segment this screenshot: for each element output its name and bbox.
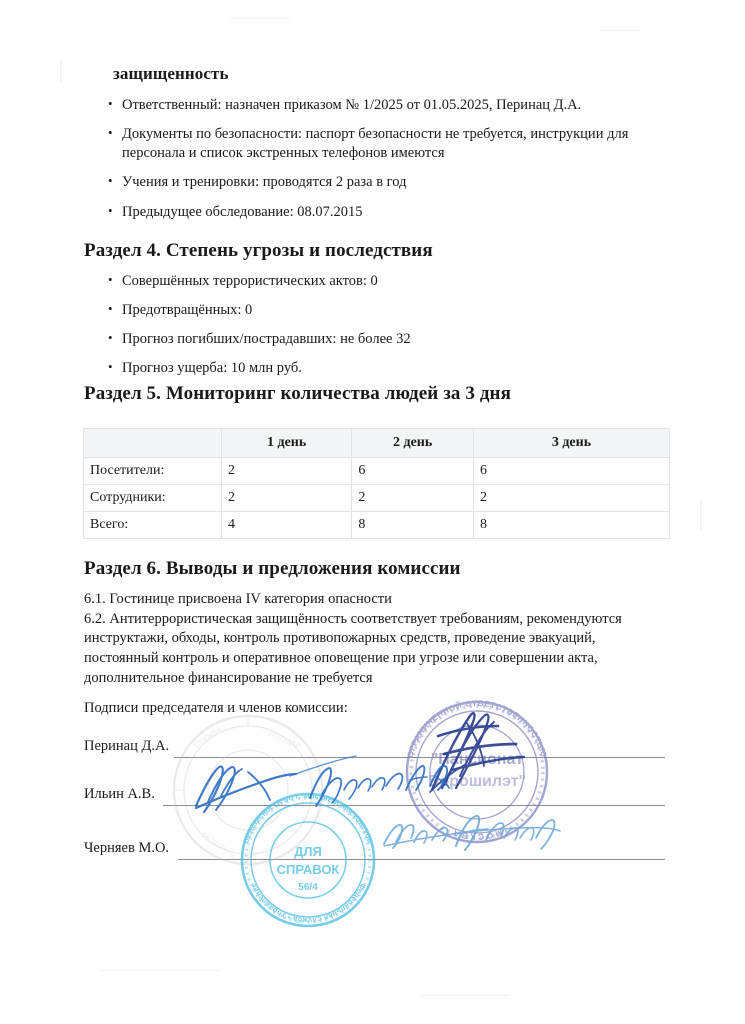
row-label: Сотрудники: bbox=[84, 485, 222, 512]
svg-text:безопасности по г. Москве и Мо: безопасности по г. Москве и Московской bbox=[241, 790, 375, 845]
row-label: Посетители: bbox=[84, 458, 222, 485]
list-item: • Документы по безопасности: паспорт безопасности не требуется, инструкции для персонала и список экстренных телефонов имеются bbox=[108, 125, 653, 163]
list-item: • Предыдущее обследование: 08.07.2015 bbox=[108, 203, 653, 222]
table-corner-header bbox=[84, 429, 222, 458]
list-item: • Предотвращённых: 0 bbox=[108, 301, 653, 320]
cell-value: 6 bbox=[473, 458, 669, 485]
table-header-day2: 2 день bbox=[352, 429, 474, 458]
cell-value: 2 bbox=[221, 485, 351, 512]
cell-value: 2 bbox=[221, 458, 351, 485]
list-item: • Прогноз погибших/пострадавших: не более 32 bbox=[108, 330, 653, 349]
list-item: • Учения и тренировки: проводятся 2 раза в год bbox=[108, 173, 653, 192]
table-header-day1: 1 день bbox=[221, 429, 351, 458]
row-label: Всего: bbox=[84, 512, 222, 539]
section4-heading: Раздел 4. Степень угрозы и последствия bbox=[84, 240, 433, 261]
svg-text:ДЛЯ: ДЛЯ bbox=[294, 844, 322, 859]
list-item: • Ответственный: назначен приказом № 1/2025 от 01.05.2025, Перинац Д.А. bbox=[108, 96, 653, 115]
svg-text:Ворошилэт": Ворошилэт" bbox=[427, 773, 527, 790]
signature-name-chernyaev: Черняев М.О. bbox=[84, 840, 170, 856]
cell-value: 4 bbox=[221, 512, 351, 539]
list-item: • Совершённых террористических актов: 0 bbox=[108, 272, 653, 291]
conclusion-line-2: 6.2. Антитеррористическая защищённость соответствует требованиям, рекомендуются инструктажи, обходы, контроль противопожарных средств, проведение эвакуаций, постоянный контроль и оперативное оповещение при угрозе или совершении акта, дополнительное финансирование не требуется bbox=[84, 610, 622, 686]
section5-heading: Раздел 5. Мониторинг количества людей за 3 дня bbox=[84, 383, 511, 404]
list-item: • Прогноз ущерба: 10 млн руб. bbox=[108, 359, 653, 378]
table-row bbox=[84, 458, 670, 485]
svg-text:СЛУЖБА: СЛУЖБА bbox=[192, 724, 224, 750]
section4-bullet-list bbox=[108, 272, 653, 389]
conclusion-line-1: 6.1. Гостинице присвоена IV категория опасности bbox=[84, 591, 392, 607]
table-row bbox=[84, 485, 670, 512]
cell-value: 8 bbox=[352, 512, 474, 539]
cell-value: 2 bbox=[473, 485, 669, 512]
signature-line-chernyaev bbox=[178, 859, 665, 860]
section6-body bbox=[84, 590, 664, 689]
svg-text:56/4: 56/4 bbox=[298, 882, 318, 893]
svg-text:"Пансионат: "Пансионат bbox=[430, 751, 524, 768]
svg-text:СПРАВОК: СПРАВОК bbox=[276, 862, 340, 877]
table-row bbox=[84, 512, 670, 539]
cell-value: 2 bbox=[352, 485, 474, 512]
monitoring-table bbox=[83, 428, 670, 539]
svg-text:ОГРАНИЧЕННОЙ ОТВЕТСТВЕННОСТЬЮ: ОГРАНИЧЕННОЙ ОТВЕТСТВЕННОСТЬЮ bbox=[405, 698, 549, 759]
section6-heading: Раздел 6. Выводы и предложения комиссии bbox=[84, 558, 461, 579]
signature-name-perinac: Перинац Д.А. bbox=[84, 738, 170, 754]
svg-text:Федеральная служба • Управлени: Федеральная служба • Управление bbox=[248, 881, 368, 926]
cell-value: 6 bbox=[352, 458, 474, 485]
signature-name-ilyin: Ильин А.В. bbox=[84, 786, 155, 802]
signature-line-ilyin bbox=[163, 805, 665, 806]
section3-bullet-list bbox=[108, 96, 653, 232]
signatures-intro: Подписи председателя и членов комиссии: bbox=[84, 700, 348, 716]
continuation-heading: защищенность bbox=[113, 64, 229, 83]
cell-value: 8 bbox=[473, 512, 669, 539]
svg-text:ГОСУДАР: ГОСУДАР bbox=[267, 729, 303, 751]
table-header-day3: 3 день bbox=[473, 429, 669, 458]
svg-text:МОСКВА: МОСКВА bbox=[449, 827, 504, 843]
table-header-row bbox=[84, 429, 670, 458]
signature-line-perinac bbox=[174, 757, 665, 758]
svg-text:ФЕДЕРАЛЬ: ФЕДЕРАЛЬ bbox=[198, 830, 238, 861]
